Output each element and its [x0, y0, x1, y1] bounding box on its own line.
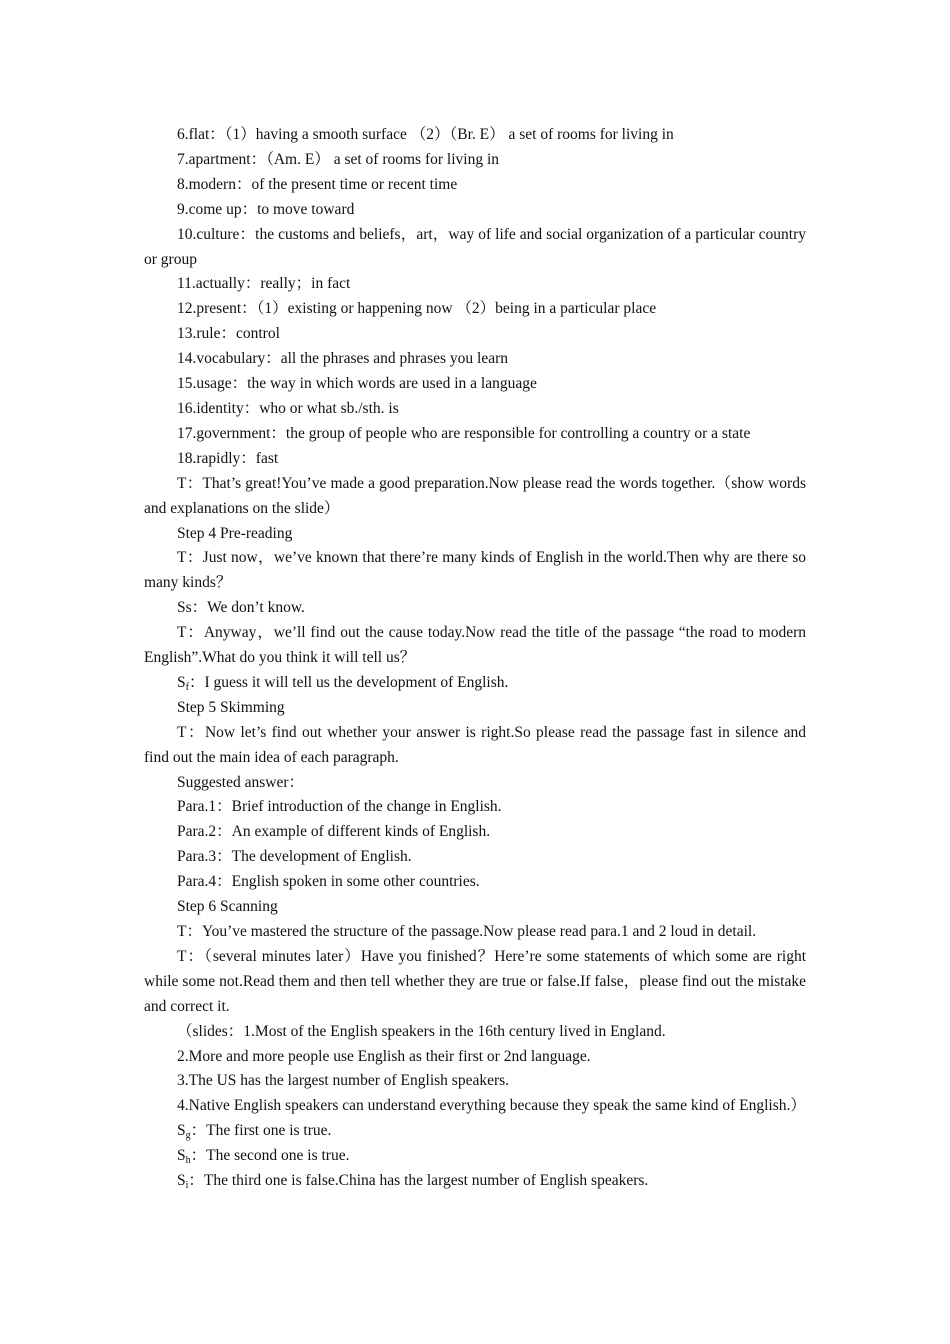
speaker-subscript: g	[185, 1130, 191, 1142]
student-i-line	[144, 1169, 806, 1194]
speaker-text: ：The third one is false.China has the largest number of English speakers.	[188, 1172, 649, 1190]
speaker-subscript: h	[185, 1155, 191, 1167]
definition-rapidly: 18.rapidly：fast	[177, 449, 279, 467]
definition-government: 17.government：the group of people who are responsible for controlling a country or a state	[177, 424, 751, 442]
teacher-line-scanning: T：You’ve mastered the structure of the passage.Now please read para.1 and 2 loud in detail.	[177, 923, 757, 940]
definition-vocabulary: 14.vocabulary：all the phrases and phrases you learn	[177, 350, 508, 368]
speaker-text: ：The first one is true.	[190, 1122, 332, 1140]
para-1-answer: Para.1：Brief introduction of the change in English.	[177, 798, 502, 816]
student-g-line	[144, 1119, 806, 1144]
speaker-subscript: i	[185, 1180, 189, 1192]
slide-statement-2: 2.More and more people use English as their first or 2nd language.	[177, 1047, 591, 1065]
speaker-text: ：I guess it will tell us the development of English.	[188, 673, 509, 691]
definition-usage: 15.usage：the way in which words are used in a language	[177, 375, 537, 393]
teacher-line-title: T：Anyway，we’ll find out the cause today.Now read the title of the passage “the road to modern English”.What do you think it will tell us？	[144, 624, 806, 667]
definition-modern: 8.modern：of the present time or recent time	[177, 175, 458, 193]
speaker-label: S	[177, 1172, 186, 1190]
slide-statement-3: 3.The US has the largest number of English speakers.	[177, 1072, 510, 1090]
speaker-label: S	[177, 673, 186, 691]
step-heading-scanning: Step 6 Scanning	[177, 898, 278, 916]
para-4-answer: Para.4：English spoken in some other countries.	[177, 873, 480, 891]
definition-present: 12.present：（1）existing or happening now （2）being in a particular place	[177, 300, 657, 318]
document-page	[144, 123, 806, 1194]
speaker-text: ：The second one is true.	[190, 1147, 350, 1165]
definition-rule: 13.rule：control	[177, 325, 280, 343]
students-line: Ss：We don’t know.	[177, 599, 305, 617]
slide-statement-4: 4.Native English speakers can understand everything because they speak the same kind of English.）	[177, 1097, 806, 1115]
definition-come-up: 9.come up：to move toward	[177, 200, 355, 218]
definition-actually: 11.actually：really；in fact	[177, 275, 351, 293]
suggested-answer-label: Suggested answer：	[177, 773, 304, 791]
definition-flat: 6.flat：（1）having a smooth surface （2）（Br. E） a set of rooms for living in	[177, 126, 674, 143]
para-3-answer: Para.3：The development of English.	[177, 848, 412, 866]
para-2-answer: Para.2：An example of different kinds of English.	[177, 823, 491, 841]
definition-culture: 10.culture：the customs and beliefs，art，way of life and social organization of a particular country or group	[144, 225, 806, 268]
teacher-line-why-kinds: T：Just now，we’ve known that there’re many kinds of English in the world.Then why are there so many kinds？	[144, 549, 806, 592]
student-f-line	[144, 671, 806, 696]
slide-statement-1: （slides：1.Most of the English speakers in the 16th century lived in England.	[177, 1022, 666, 1040]
teacher-line-statements: T：（several minutes later）Have you finished？Here’re some statements of which some are right while some not.Read them and then tell whether they are true or false.If false，please find out the mistake and correct it.	[144, 947, 806, 1015]
definition-apartment: 7.apartment：（Am. E） a set of rooms for living in	[177, 150, 499, 168]
speaker-label: S	[177, 1122, 186, 1140]
teacher-line-preparation: T：That’s great!You’ve made a good preparation.Now please read the words together.（show words and explanations on the slide）	[144, 474, 806, 517]
step-heading-skimming: Step 5 Skimming	[177, 698, 285, 716]
speaker-subscript: f	[185, 681, 189, 693]
teacher-line-skimming: T：Now let’s find out whether your answer is right.So please read the passage fast in silence and find out the main idea of each paragraph.	[144, 723, 806, 766]
step-heading-pre-reading: Step 4 Pre-reading	[177, 524, 293, 542]
definition-identity: 16.identity：who or what sb./sth. is	[177, 399, 399, 417]
student-h-line	[144, 1144, 806, 1169]
speaker-label: S	[177, 1147, 186, 1165]
